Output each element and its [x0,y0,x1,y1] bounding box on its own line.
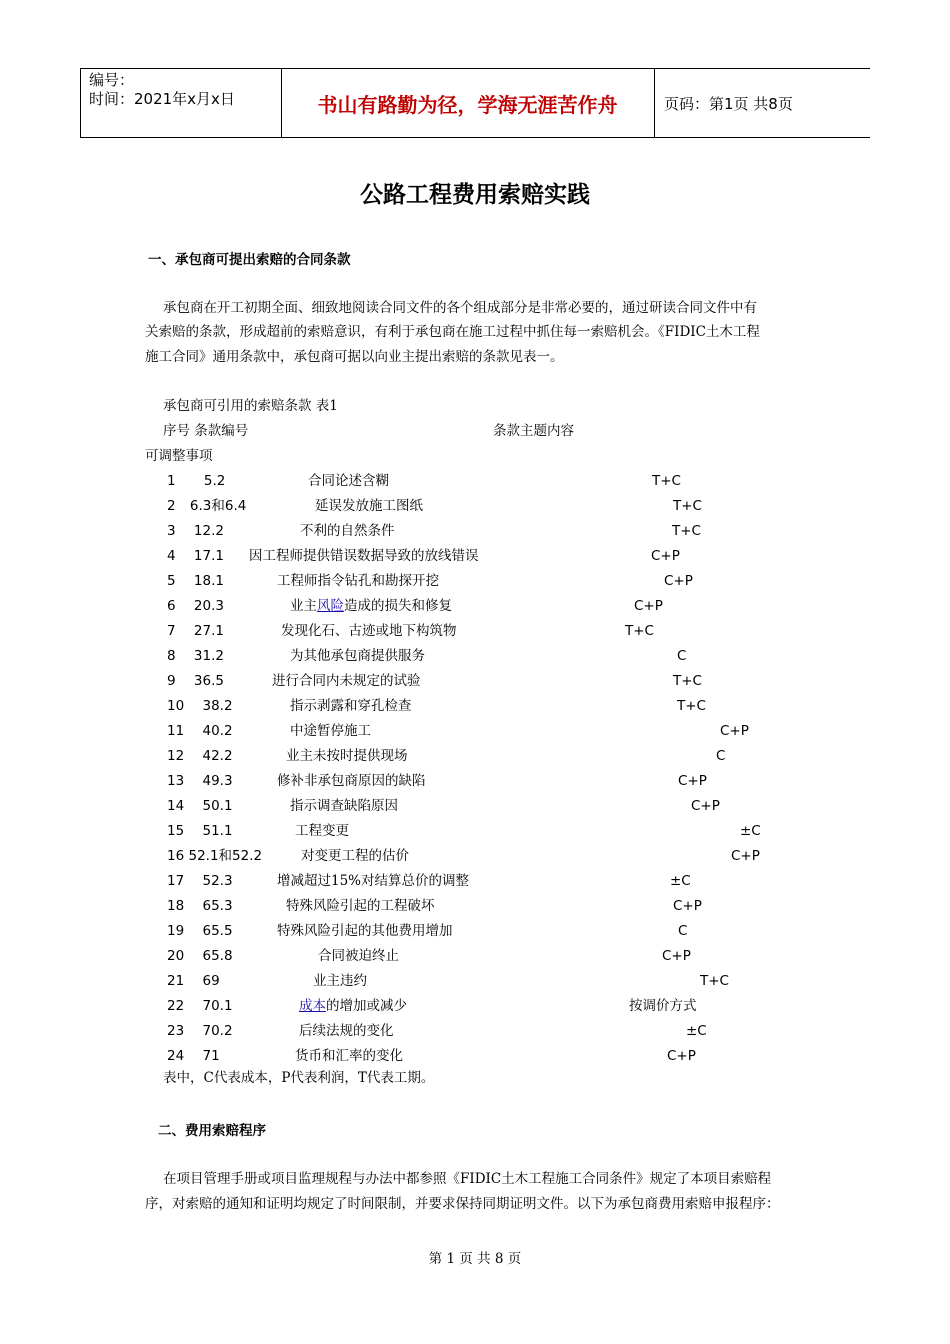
table-cell-adjust: ±C [686,1023,707,1039]
table-cell-adjust: 按调价方式 [629,998,697,1014]
table-cell-topic: 后续法规的变化 [299,1023,394,1039]
table-cell-topic: 修补非承包商原因的缺陷 [277,773,426,789]
section2-para-line-1: 在项目管理手册或项目监理规程与办法中都参照《FIDIC土木工程施工合同条件》规定了本项目索赔程 [163,1171,772,1187]
table-cell-topic: 特殊风险引起的工程破坏 [286,898,435,914]
table-cell-topic: 业主违约 [313,973,367,989]
table-cell-adjust: T+C [700,973,729,989]
table-row: 14 50.1 [167,798,233,814]
section2-heading: 二、费用索赔程序 [158,1123,266,1139]
table-cell-topic: 因工程师提供错误数据导致的放线错误 [249,548,479,564]
table-cell-topic: 业主未按时提供现场 [286,748,408,764]
table-cell-adjust: C+P [634,598,663,614]
table-row: 13 49.3 [167,773,233,789]
header-number: 编号： [89,71,135,89]
table-cell-topic: 对变更工程的估价 [301,848,409,864]
table-cell-topic: 指示剥露和穿孔检查 [290,698,412,714]
table-row: 24 71 [167,1048,220,1064]
header-meta [89,71,235,109]
section2-para-line-2: 序，对索赔的通知和证明均规定了时间限制，并要求保持同期证明文件。以下为承包商费用索赔申报程序： [145,1196,780,1212]
table-row: 10 38.2 [167,698,233,714]
table-row: 8 31.2 [167,648,224,664]
table-row: 22 70.1 [167,998,233,1014]
table-cell-adjust: C+P [662,948,691,964]
table-row: 2 6.3和6.4 [167,498,247,514]
table-cell-topic: 工程师指令钻孔和勘探开挖 [277,573,439,589]
header-motto: 书山有路勤为径，学海无涯苦作舟 [317,92,618,117]
section1-para-line-3: 施工合同》通用条款中，承包商可据以向业主提出索赔的条款见表一。 [145,349,564,365]
table-cell-adjust: T+C [625,623,654,639]
section1-para-line-1: 承包商在开工初期全面、细致地阅读合同文件的各个组成部分是非常必要的，通过研读合同文件中有 [163,300,757,316]
table-cell-adjust: T+C [672,523,701,539]
table-row: 23 70.2 [167,1023,233,1039]
table-cell-topic: 中途暂停施工 [290,723,371,739]
table-row: 17 52.3 [167,873,233,889]
table-row: 19 65.5 [167,923,233,939]
header-divider-2 [654,69,655,137]
table-row: 7 27.1 [167,623,224,639]
table-cell-topic: 业主风险造成的损失和修复 [290,598,452,614]
col-header-adjust: 可调整事项 [145,448,213,464]
table-cell-topic: 发现化石、古迹或地下构筑物 [281,623,457,639]
table-caption: 承包商可引用的索赔条款 表1 [163,398,338,414]
table-cell-adjust: T+C [652,473,681,489]
table-cell-topic: 合同被迫终止 [318,948,399,964]
table-cell-adjust: C [677,648,687,664]
page-footer: 第 1 页 共 8 页 [428,1251,522,1267]
table-cell-topic: 不利的自然条件 [300,523,395,539]
table-cell-adjust: C+P [651,548,680,564]
table-row: 21 69 [167,973,220,989]
table-cell-adjust: C+P [731,848,760,864]
table-row: 18 65.3 [167,898,233,914]
table-row: 3 12.2 [167,523,224,539]
page-header [80,68,870,138]
table-row: 11 40.2 [167,723,233,739]
table-cell-adjust: C [678,923,688,939]
table-row: 15 51.1 [167,823,233,839]
risk-link[interactable]: 风险 [317,598,344,614]
cost-link[interactable]: 成本 [299,998,326,1014]
table-cell-topic: 增减超过15%对结算总价的调整 [277,873,470,889]
table-cell-adjust: C+P [664,573,693,589]
table-cell-topic: 进行合同内未规定的试验 [272,673,421,689]
table-cell-topic: 特殊风险引起的其他费用增加 [277,923,453,939]
table-cell-adjust: ±C [740,823,761,839]
table-note: 表中，C代表成本，P代表利润，T代表工期。 [163,1070,435,1086]
table-cell-adjust: C+P [720,723,749,739]
table-cell-adjust: T+C [673,498,702,514]
table-row: 6 20.3 [167,598,224,614]
table-cell-topic: 货币和汇率的变化 [295,1048,403,1064]
section1-heading: 一、承包商可提出索赔的合同条款 [148,252,351,268]
table-cell-adjust: C+P [691,798,720,814]
table-cell-adjust: C+P [678,773,707,789]
header-time: 时间：2021年x月x日 [89,90,235,108]
header-page-info: 页码：第1页 共8页 [664,95,793,113]
table-cell-adjust: ±C [670,873,691,889]
table-cell-adjust: T+C [673,673,702,689]
table-row: 12 42.2 [167,748,233,764]
section1-para-line-2: 关索赔的条款，形成超前的索赔意识，有利于承包商在施工过程中抓住每一索赔机会。《FIDIC土木工程 [145,324,760,340]
table-cell-adjust: C [716,748,726,764]
header-border-left [80,69,81,137]
table-cell-topic: 合同论述含糊 [308,473,389,489]
table-cell-topic: 指示调查缺陷原因 [290,798,398,814]
table-row: 20 65.8 [167,948,233,964]
table-cell-topic: 延误发放施工图纸 [315,498,423,514]
document-title: 公路工程费用索赔实践 [360,182,590,208]
table-cell-topic: 成本的增加或减少 [299,998,407,1014]
table-row: 4 17.1 [167,548,224,564]
table-cell-adjust: T+C [677,698,706,714]
table-row: 16 52.1和52.2 [167,848,263,864]
table-cell-topic: 工程变更 [295,823,349,839]
table-row: 5 18.1 [167,573,224,589]
col-header-topic: 条款主题内容 [493,423,574,439]
col-header-seq-clause: 序号 条款编号 [163,423,249,439]
table-row: 1 5.2 [167,473,226,489]
table-cell-topic: 为其他承包商提供服务 [290,648,425,664]
table-cell-adjust: C+P [667,1048,696,1064]
table-row: 9 36.5 [167,673,224,689]
table-cell-adjust: C+P [673,898,702,914]
